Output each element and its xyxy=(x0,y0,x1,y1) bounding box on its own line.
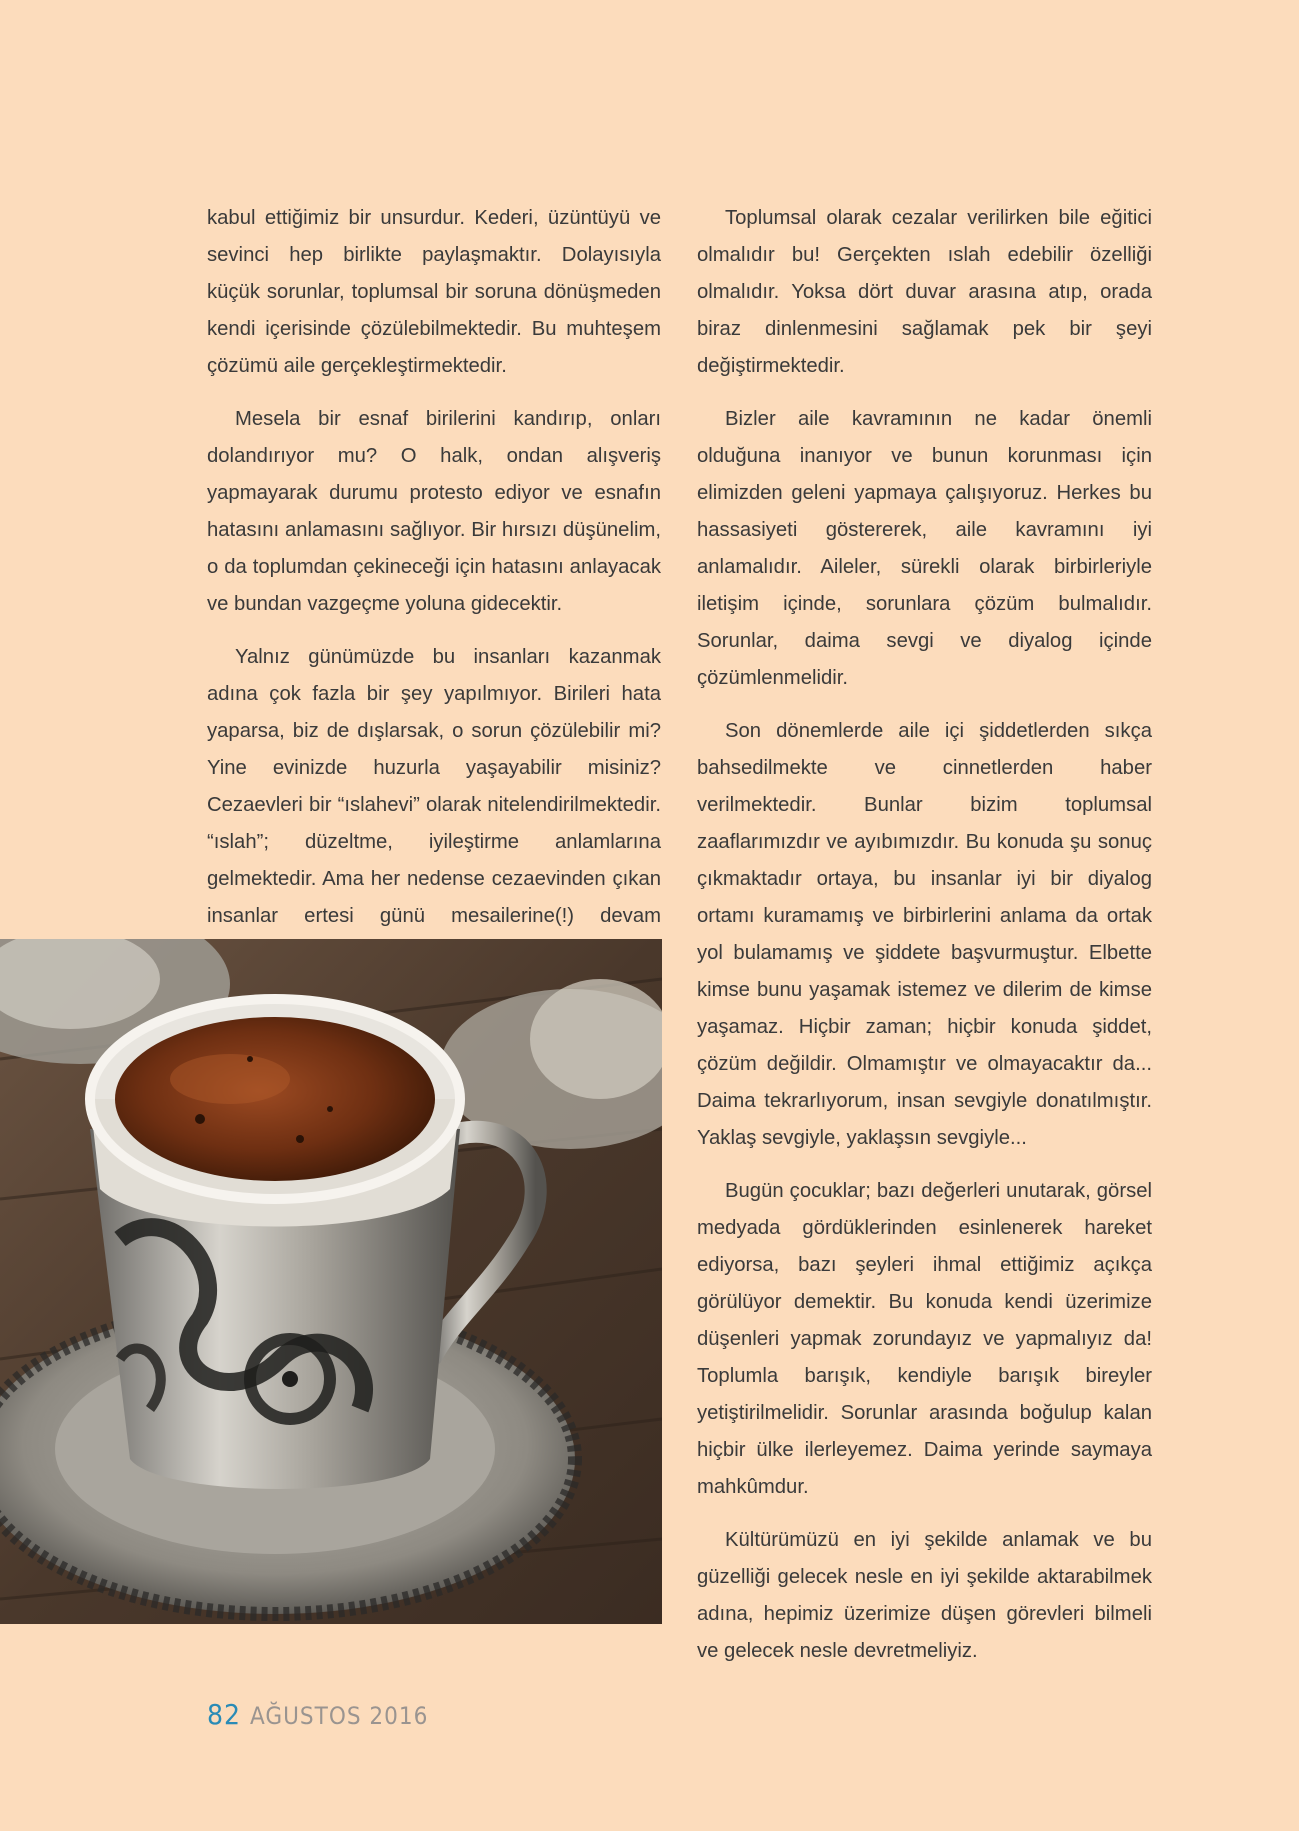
paragraph: Bugün çocuklar; bazı değerleri unutarak, görsel medyada gördüklerinden esinlenerek hareket ediyorsa, bazı şeyleri ihmal ettiğimiz açıkça görülüyor demektir. Bu konuda kendi üzerimize düşenleri yapmak zorundayız ve yapmalıyız da! Toplumla barışık, kendiyle barışık bireyler yetiştirilmelidir. Sorunlar arasında boğulup kalan hiçbir ülke ilerleyemez. Daima yerinde saymaya mahkûmdur. xyxy=(697,1180,1152,1498)
paragraph: Kültürümüzü en iyi şekilde anlamak ve bu güzelliği gelecek nesle en iyi şekilde aktarabilmek adına, hepimiz üzerimize düşen görevleri bilmeli ve gelecek nesle devretmeliyiz. xyxy=(697,1529,1152,1662)
paragraph: Yalnız günümüzde bu insanları kazanmak adına çok fazla bir şey yapılmıyor. Birileri hata yaparsa, biz de dışlarsak, o sorun çözülebilir mi? Yine evinizde huzurla yaşayabilir misiniz? Cezaevleri bir “ıslahevi” olarak nitelendirilmektedir. “ıslah”; düzeltme, iyileştirme anlamlarına gelmektedir. Ama her nedense cezaevinden çıkan insanlar ertesi günü mesailerine(!) devam xyxy=(207,646,661,927)
page-number: 82 xyxy=(207,1698,242,1731)
paragraph: Mesela bir esnaf birilerini kandırıp, onları dolandırıyor mu? O halk, ondan alışveriş yapmayarak durumu protesto ediyor ve esnafın hatasını anlamasını sağlıyor. Bir hırsızı düşünelim, o da toplumdan çekineceği için hatasını anlayacak ve bundan vazgeçme yoluna gidecektir. xyxy=(207,408,661,615)
paragraph: Toplumsal olarak cezalar verilirken bile eğitici olmalıdır bu! Gerçekten ıslah edebilir özelliği olmalıdır. Yoksa dört duvar arasına atıp, orada biraz dinlenmesini sağlamak pek bir şeyi değiştirmektedir. xyxy=(697,207,1152,377)
paragraph: Bizler aile kavramının ne kadar önemli olduğuna inanıyor ve bunun korunması için elimizden geleni yapmaya çalışıyoruz. Herkes bu hassasiyeti göstererek, aile kavramını iyi anlamalıdır. Aileler, sürekli olarak birbirleriyle iletişim içinde, sorunlara çözüm bulmalıdır. Sorunlar, daima sevgi ve diyalog içinde çözümlenmelidir. xyxy=(697,408,1152,689)
paragraph: kabul ettiğimiz bir unsurdur. Kederi, üzüntüyü ve sevinci hep birlikte paylaşmaktır. Dolayısıyla küçük sorunlar, toplumsal bir soruna dönüşmeden kendi içerisinde çözülebilmektedir. Bu muhteşem çözümü aile gerçekleştirmektedir. xyxy=(207,207,661,377)
issue-date: AĞUSTOS 2016 xyxy=(250,1702,429,1730)
paragraph: Son dönemlerde aile içi şiddetlerden sıkça bahsedilmekte ve cinnetlerden haber verilmektedir. Bunlar bizim toplumsal zaaflarımızdır ve ayıbımızdır. Bu konuda şu sonuç çıkmaktadır ortaya, bu insanlar iyi bir diyalog ortamı kuramamış ve birbirlerini anlama da ortak yol bulamamış ve şiddete başvurmuştur. Elbette kimse bunu yaşamak istemez ve dilerim de kimse yaşamaz. Hiçbir zaman; hiçbir konuda şiddet, çözüm değildir. Olmamıştır ve olmayacaktır da... Daima tekrarlıyorum, insan sevgiyle donatılmıştır. Yaklaş sevgiyle, yaklaşsın sevgiyle... xyxy=(697,720,1152,1149)
right-text-column xyxy=(697,200,1152,1686)
page-footer xyxy=(207,1698,428,1731)
coffee-cup-photo xyxy=(0,939,662,1624)
left-text-column xyxy=(207,200,661,988)
